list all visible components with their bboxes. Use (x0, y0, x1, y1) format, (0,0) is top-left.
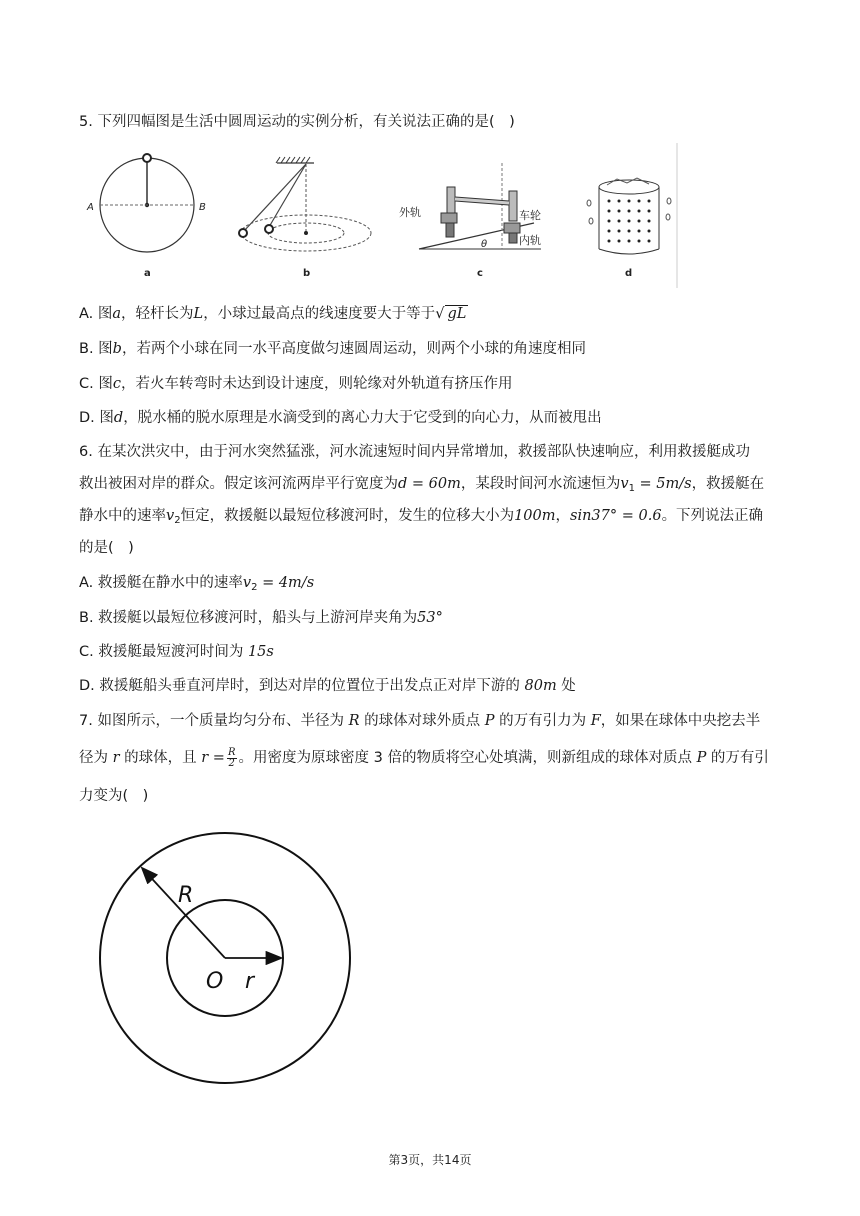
label-inner-rail: 内轨 (519, 234, 541, 247)
q5-stem: 5. 下列四幅图是生活中圆周运动的实例分析，有关说法正确的是( ) (79, 114, 515, 130)
q5-option-a-fig: a (112, 306, 122, 322)
label-c: c (477, 268, 483, 279)
q6-v2: v (166, 508, 175, 524)
q7-sphere-diagram (90, 822, 362, 1094)
q6-option-c[interactable] (79, 642, 274, 662)
q6-option-c-text: C. 救援艇最短渡河时间为 (79, 644, 248, 660)
sqrt-sign: √ (435, 306, 445, 322)
q5-option-a-prefix: A. 图 (79, 306, 113, 322)
q6-option-d-post: 处 (556, 678, 576, 694)
q5-option-d-text: ，脱水桶的脱水原理是水滴受到的离心力大于它受到的向心力，从而被甩出 (123, 410, 602, 426)
q7-frac-num: R (227, 746, 236, 758)
label-outer-rail: 外轨 (399, 206, 421, 219)
q7-l1c: 的球体对球外质点 (359, 713, 485, 729)
q7-l2e: 。用密度为原球密度 3 倍的物质将空心处填满，则新组成的球体对质点 (238, 750, 697, 766)
label-A: A (87, 202, 94, 213)
q7-sphere-svg (90, 822, 362, 1094)
q5-option-a-L: L (193, 306, 204, 322)
label-B: B (199, 202, 206, 213)
q6-option-a-text: A. 救援艇在静水中的速率 (79, 575, 243, 591)
q5-option-a[interactable] (79, 304, 468, 324)
q5-figure-svg (79, 143, 679, 288)
q7-P: P (484, 713, 495, 729)
q5-option-b[interactable] (79, 339, 586, 359)
q7-stem-line3: 力变为( ) (79, 788, 149, 804)
q6-l3g: 。下列说法正确 (661, 508, 764, 524)
q5-option-a-mid: ，轻杆长为 (121, 306, 194, 322)
q5-option-d[interactable] (79, 408, 602, 428)
q5-option-c[interactable] (79, 374, 512, 394)
q6-option-a-val: = 4m/s (257, 575, 315, 591)
q6-l3e: ， (555, 508, 571, 524)
q7-l2g: 的万有引 (706, 750, 769, 766)
q5-figure-panel (79, 143, 679, 288)
q6-width: d = 60m (398, 476, 461, 492)
q6-option-d-text: D. 救援艇船头垂直河岸时，到达对岸的位置位于出发点正对岸下游的 (79, 678, 525, 694)
label-a: a (144, 268, 151, 279)
q6-l2a: 救出被困对岸的群众。假定该河流两岸平行宽度为 (79, 476, 398, 492)
q6-l3c: 恒定，救援艇以最短位移渡河时，发生的位移大小为 (180, 508, 515, 524)
q6-sin: sin37° = 0.6 (570, 508, 662, 524)
q7-r: r (112, 750, 120, 766)
q6-option-b[interactable] (79, 608, 443, 628)
label-theta: θ (481, 239, 488, 250)
figure-d-spin-dryer (587, 178, 671, 279)
fig-label-R: R (178, 883, 194, 908)
q6-stem-line3 (79, 506, 763, 531)
figure-c-train (399, 163, 541, 279)
fig-label-O: O (206, 969, 224, 994)
figure-a-circle (86, 154, 206, 279)
q6-v2-sub: 2 (174, 515, 181, 526)
q6-v1-val: = 5m/s (634, 476, 692, 492)
q6-option-a-v: v (242, 575, 252, 591)
q6-option-d-val: 80m (524, 678, 557, 694)
q7-stem-line2 (79, 743, 769, 773)
label-d: d (625, 268, 633, 279)
q6-stem-line2 (79, 474, 764, 499)
q5-option-b-prefix: B. 图 (79, 341, 113, 357)
q7-l2c: 的球体，且 (119, 750, 202, 766)
q6-stem-line4: 的是( ) (79, 540, 134, 556)
q5-option-a-sqrt: gL (447, 306, 467, 322)
q5-option-a-text: ，小球过最高点的线速度要大于等于 (203, 306, 436, 322)
q6-l3a: 静水中的速率 (79, 508, 166, 524)
q6-l2f: ，救援艇在 (691, 476, 765, 492)
q6-option-a-sub: 2 (251, 582, 258, 593)
q6-stem-line1: 6. 在某次洪灾中，由于河水突然猛涨，河水流速短时间内异常增加，救援部队快速响应，利用救援艇成功 (79, 444, 750, 460)
label-b: b (303, 268, 311, 279)
q6-option-c-val: 15s (247, 644, 274, 660)
q7-r-eq: r = (201, 750, 225, 766)
q5-option-d-prefix: D. 图 (79, 410, 114, 426)
q5-option-b-text: ，若两个小球在同一水平高度做匀速圆周运动，则两个小球的角速度相同 (121, 341, 586, 357)
q6-v1: v (620, 476, 629, 492)
q5-option-c-prefix: C. 图 (79, 376, 113, 392)
q7-R: R (348, 713, 360, 729)
q7-l1e: 的万有引力为 (494, 713, 591, 729)
q5-option-b-fig: b (112, 341, 122, 357)
q5-option-c-fig: c (112, 376, 121, 392)
q6-option-b-text: B. 救援艇以最短位移渡河时，船头与上游河岸夹角为 (79, 610, 418, 626)
q6-disp: 100m (514, 508, 556, 524)
q7-P2: P (696, 750, 707, 766)
q6-l2c: ，某段时间河水流速恒为 (460, 476, 621, 492)
q6-option-a[interactable] (79, 573, 314, 598)
q7-l1g: ，如果在球体中央挖去半 (600, 713, 761, 729)
q7-stem-line1 (79, 711, 760, 731)
q6-option-d[interactable] (79, 676, 576, 696)
q7-frac-den: 2 (228, 757, 235, 769)
q6-option-b-val: 53° (417, 610, 443, 626)
fig-label-r: r (245, 969, 255, 994)
q6-v1-sub: 1 (628, 483, 635, 494)
figure-b-pendulum (239, 157, 371, 279)
q7-l1a: 7. 如图所示，一个质量均匀分布、半径为 (79, 713, 349, 729)
q7-F: F (590, 713, 601, 729)
q7-fraction (227, 748, 237, 769)
page-footer: 第3页，共14页 (388, 1153, 472, 1167)
q7-l2a: 径为 (79, 750, 113, 766)
label-wheel: 车轮 (519, 209, 541, 222)
q5-option-d-fig: d (113, 410, 124, 426)
q5-option-c-text: ，若火车转弯时未达到设计速度，则轮缘对外轨道有挤压作用 (120, 376, 513, 392)
